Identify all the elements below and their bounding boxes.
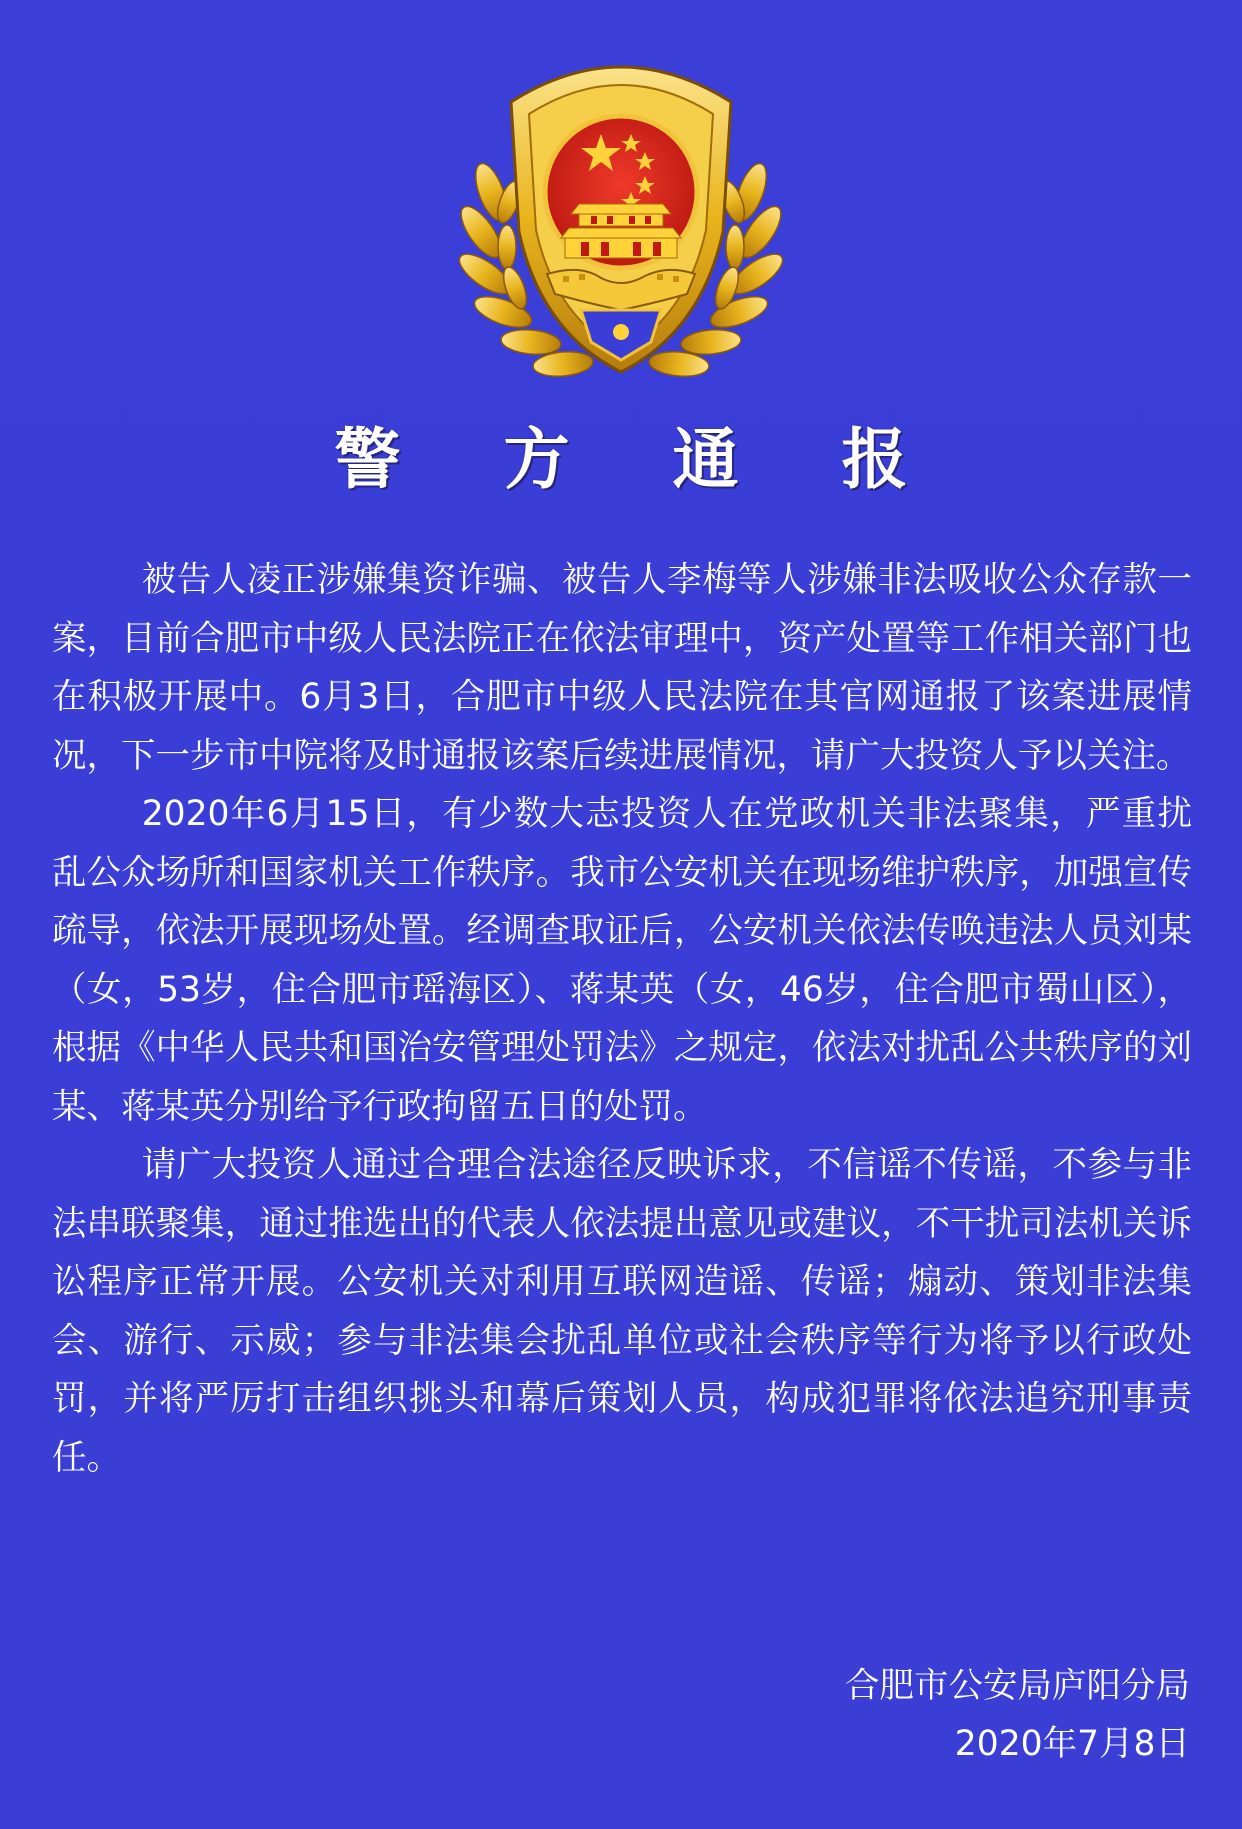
issuer-name: 合肥市公安局庐阳分局 <box>845 1666 1190 1706</box>
notice-body <box>52 551 1192 1487</box>
police-emblem-icon <box>451 42 791 412</box>
issue-date: 2020年7月8日 <box>954 1724 1190 1764</box>
notice-title: 警 方 通 报 <box>334 421 948 498</box>
notice-paragraph-1: 被告人凌正涉嫌集资诈骗、被告人李梅等人涉嫌非法吸收公众存款一案，目前合肥市中级人民法院正在依法审理中，资产处置等工作相关部门也在积极开展中。6月3日，合肥市中级人民法院在其官网通报了该案进展情况，下一步市中院将及时通报该案后续进展情况，请广大投资人予以关注。 <box>52 560 1192 776</box>
signature-block <box>845 1657 1190 1773</box>
notice-paragraph-2: 2020年6月15日，有少数大志投资人在党政机关非法聚集，严重扰乱公众场所和国家机关工作秩序。我市公安机关在现场维护秩序，加强宣传疏导，依法开展现场处置。经调查取证后，公安机关依法传唤违法人员刘某（女，53岁，住合肥市瑶海区）、蒋某英（女，46岁，住合肥市蜀山区），根据《中华人民共和国治安管理处罚法》之规定，依法对扰乱公共秩序的刘某、蒋某英分别给予行政拘留五日的处罚。 <box>52 794 1192 1127</box>
notice-paragraph-3: 请广大投资人通过合理合法途径反映诉求，不信谣不传谣，不参与非法串联聚集，通过推选出的代表人依法提出意见或建议，不干扰司法机关诉讼程序正常开展。公安机关对利用互联网造谣、传谣；煽动、策划非法集会、游行、示威；参与非法集会扰乱单位或社会秩序等行为将予以行政处罚，并将严厉打击组织挑头和幕后策划人员，构成犯罪将依法追究刑事责任。 <box>52 1145 1192 1478</box>
